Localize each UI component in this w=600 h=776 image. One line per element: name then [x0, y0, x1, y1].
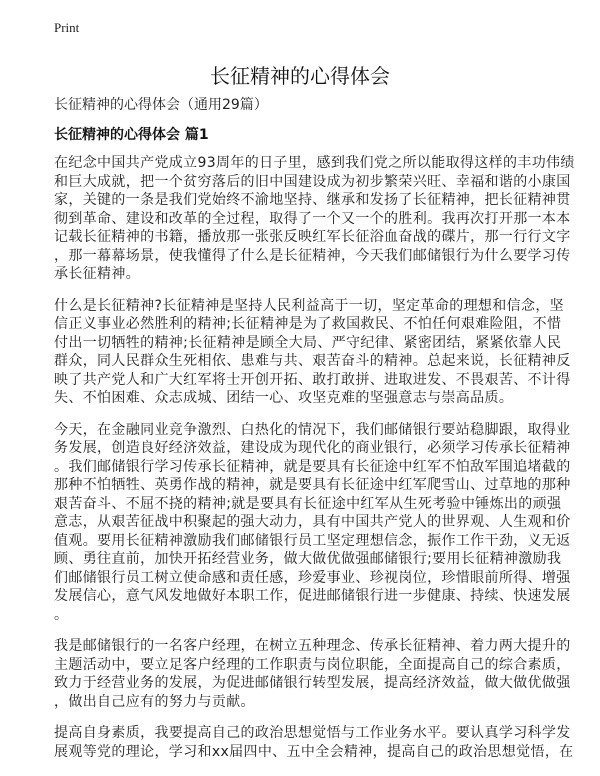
paragraph-line: 和巨大成就，把一个贫穷落后的旧中国建设成为初步繁荣兴旺、幸福和谐的小康国: [54, 173, 571, 190]
paragraph-line: 致力于经营业务的发展，为促进邮储银行转型发展，提高经济效益，做大做优做强: [54, 675, 571, 691]
document-body: [54, 154, 575, 774]
paragraph-line: 展观等党的理论，学习和xx届四中、五中全会精神，提高自己的政治思想觉悟，在: [54, 743, 574, 760]
paragraph-line: 我是邮储银行的一名客户经理，在树立五种理念、传承长征精神、着力两大提升的: [54, 638, 571, 654]
paragraph: [54, 724, 574, 761]
paragraph: [54, 154, 575, 284]
paragraph: [54, 637, 571, 711]
paragraph-line: 提高自身素质，我要提高自己的政治思想觉悟与工作业务水平。要认真学习科学发: [54, 725, 571, 741]
paragraph-line: ，做出自己应有的努力与贡献。: [54, 693, 255, 710]
document-subtitle: 长征精神的心得体会（通用29篇）: [54, 97, 268, 113]
paragraph-line: 承长征精神。: [54, 266, 141, 282]
paragraph-line: 付出一切牺牲的精神;长征精神是顾全大局、严守纪律、紧密团结，紧紧依靠人民: [54, 334, 562, 351]
paragraph-line: 务发展，创造良好经济效益，建设成为现代化的商业银行，必须学习传承长征精神: [54, 440, 571, 456]
paragraph-line: 映了共产党人和广大红军将士开创开拓、敢打敢拼、进取进发、不畏艰苦、不计得: [54, 371, 571, 388]
paragraph: [54, 421, 571, 625]
paragraph-line: ，那一幕幕场景，使我懂得了什么是长征精神，今天我们邮储银行为什么要学习传: [54, 247, 571, 264]
paragraph-line: 发展信心，意气风发地做好本职工作，促进邮储银行进一步健康、持续、快速发展: [54, 588, 571, 604]
paragraph-line: 家，关键的一条是我们党始终不渝地坚持、继承和发扬了长征精神，把长征精神贯: [54, 192, 571, 208]
paragraph-line: 今天，在金融同业竞争激烈、白热化的情况下，我们邮储银行要站稳脚跟，取得业: [54, 421, 571, 438]
paragraph-line: 。: [54, 606, 69, 623]
paragraph-line: 在纪念中国共产党成立93周年的日子里，感到我们党之所以能取得这样的丰功伟绩: [54, 155, 575, 171]
paragraph-line: 意志，从艰苦征战中积聚起的强大动力，具有中国共产党人的世界观、人生观和价: [54, 514, 571, 530]
paragraph-line: 什么是长征精神?长征精神是坚持人民利益高于一切，坚定革命的理想和信念，坚: [54, 297, 565, 314]
paragraph-line: 彻到革命、建设和改革的全过程，取得了一个又一个的胜利。我再次打开那一本本: [54, 210, 571, 227]
section-heading: 长征精神的心得体会 篇1: [54, 127, 209, 143]
paragraph-line: 值观。要用长征精神激励我们邮储银行员工坚定理想信念，振作工作干劲，义无返: [54, 532, 571, 549]
paragraph-line: 群众，同人民群众生死相依、患难与共、艰苦奋斗的精神。总起来说，长征精神反: [54, 353, 571, 369]
paragraph-line: 。我们邮储银行学习传承长征精神，就是要具有长征途中红军不怕敌军围追堵截的: [54, 458, 571, 475]
paragraph-line: 那种不怕牺牲、英勇作战的精神，就是要具有长征途中红军爬雪山、过草地的那种: [54, 477, 571, 493]
paragraph-line: 主题活动中，要立足客户经理的工作职责与岗位职能，全面提高自己的综合素质，: [54, 656, 571, 673]
paragraph: [54, 297, 571, 408]
paragraph-line: 失、不怕困难、众志成城、团结一心、攻坚克难的坚强意志与崇高品质。: [54, 390, 514, 406]
paragraph-line: 艰苦奋斗、不屈不挠的精神;就是要具有长征途中红军从生死考验中锤炼出的顽强: [54, 495, 562, 512]
print-link[interactable]: Print: [54, 20, 80, 35]
paragraph-line: 记载长征精神的书籍，播放那一张张反映红军长征浴血奋战的碟片，那一行行文字: [54, 229, 571, 245]
document-title: 长征精神的心得体会: [210, 64, 390, 88]
paragraph-line: 们邮储银行员工树立使命感和责任感，珍爱事业、珍视岗位，珍惜眼前所得、增强: [54, 569, 571, 586]
paragraph-line: 顾、勇往直前，加快开拓经营业务，做大做优做强邮储银行;要用长征精神激励我: [54, 551, 562, 567]
paragraph-line: 信正义事业必然胜利的精神;长征精神是为了救国救民、不怕任何艰难险阻，不惜: [54, 316, 562, 332]
